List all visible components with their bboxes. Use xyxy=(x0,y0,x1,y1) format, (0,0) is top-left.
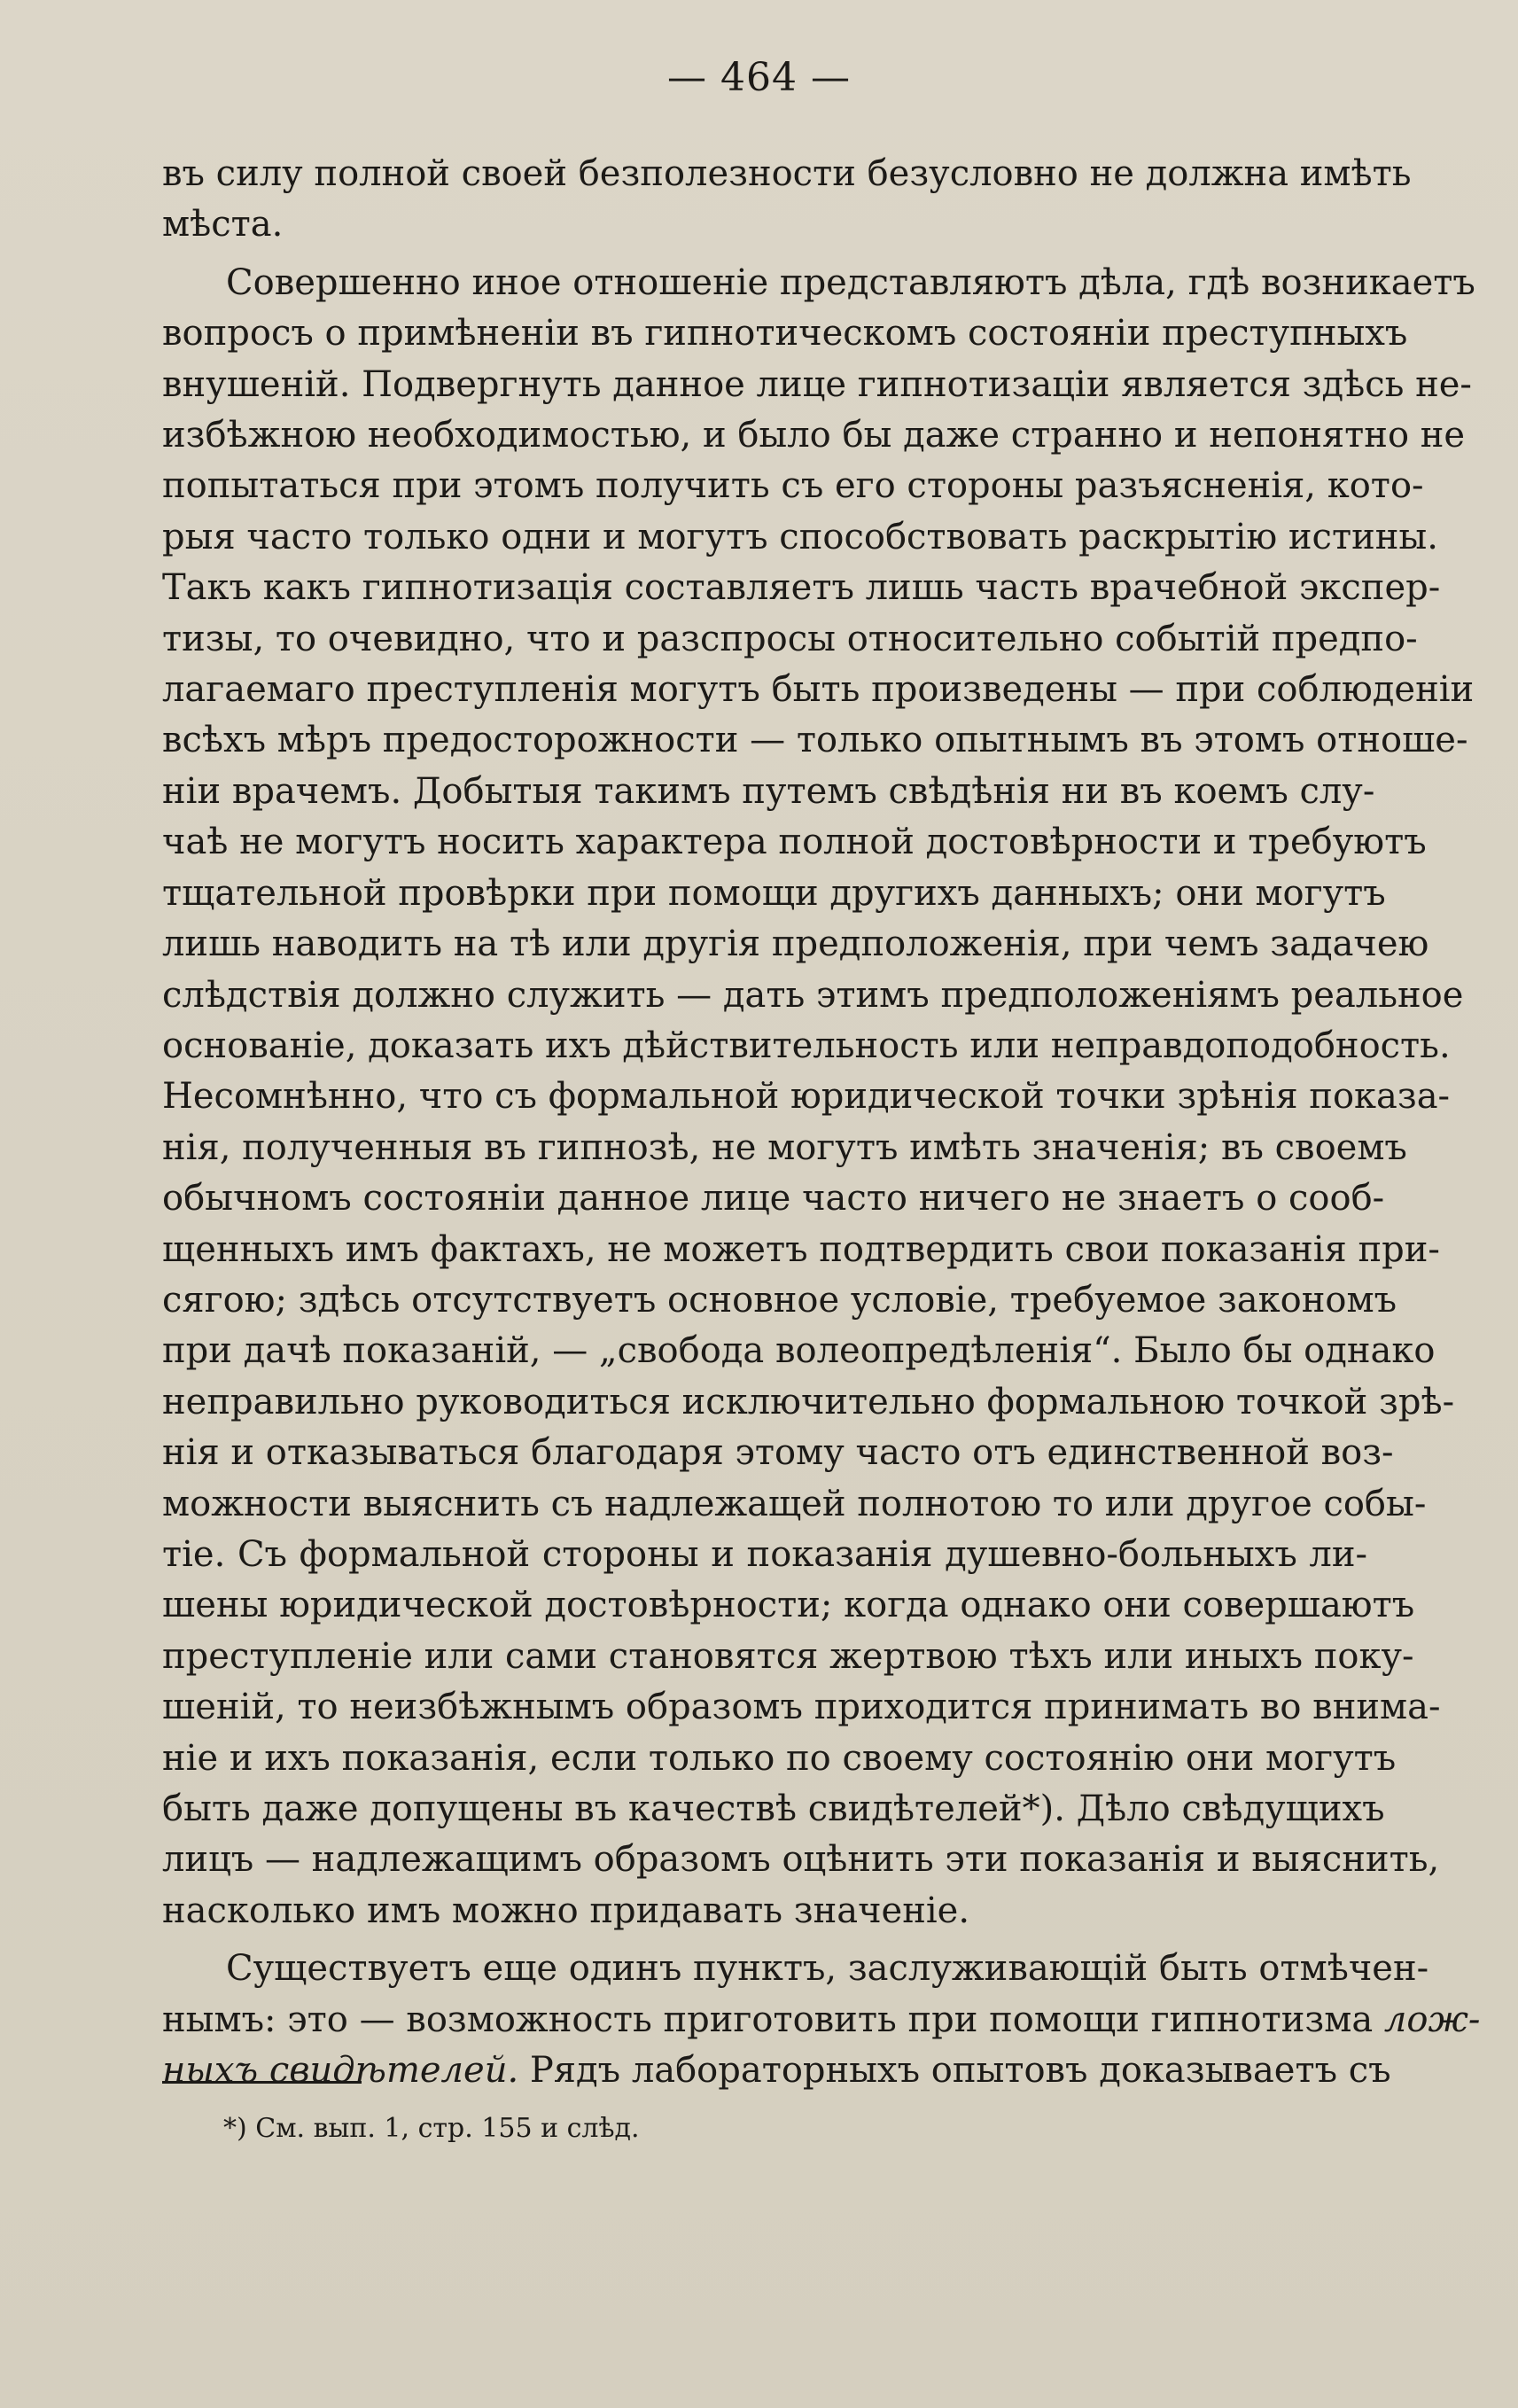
text-line: чаѣ не могутъ носить характера полной достовѣрности и требуютъ xyxy=(162,822,1427,863)
text-line: можности выяснить съ надлежащей полнотою то или другое собы- xyxy=(162,1483,1427,1524)
text-line: нія, полученныя въ гипнозѣ, не могутъ имѣть значенія; въ своемъ xyxy=(162,1126,1407,1168)
text-line: сягою; здѣсь отсутствуетъ основное условіе, требуемое закономъ xyxy=(162,1279,1397,1321)
text-line xyxy=(162,1995,1481,2046)
text-line: шеній, то неизбѣжнымъ образомъ приходится принимать во внима- xyxy=(162,1687,1441,1728)
text-line: ніи врачемъ. Добытыя такимъ путемъ свѣдѣнія ни въ коемъ слу- xyxy=(162,770,1375,812)
paragraph-2 xyxy=(162,258,1475,1937)
text-line xyxy=(162,2046,1391,2096)
text-line: слѣдствія должно служить — дать этимъ предположеніямъ реальное xyxy=(162,974,1464,1016)
page-number: — 464 — xyxy=(667,55,851,100)
text-line: внушеній. Подвергнуть данное лице гипнотизаціи является здѣсь не- xyxy=(162,363,1472,405)
text-line: быть даже допущены въ качествѣ свидѣтелей*). Дѣло свѣдущихъ xyxy=(162,1788,1385,1829)
paragraph-3 xyxy=(162,1944,1481,2096)
text-line: щенныхъ имъ фактахъ, не можетъ подтвердить свои показанія при- xyxy=(162,1228,1440,1270)
text-line: обычномъ состояніи данное лице часто ничего не знаетъ о сооб- xyxy=(162,1178,1385,1220)
italic-segment: ныхъ свидѣтелей. xyxy=(162,2050,519,2092)
text-line: тіе. Съ формальной стороны и показанія душевно-больныхъ ли- xyxy=(162,1533,1367,1575)
text-line: неправильно руководиться исключительно формальною точкой зрѣ- xyxy=(162,1381,1455,1422)
text-line: всѣхъ мѣръ предосторожности — только опытнымъ въ этомъ отноше- xyxy=(162,720,1468,761)
text-line: ніе и ихъ показанія, если только по своему состоянію они могутъ xyxy=(162,1737,1397,1779)
text-line: Существуетъ еще одинъ пунктъ, заслуживающій быть отмѣчен- xyxy=(226,1948,1429,1990)
text-line: мѣста. xyxy=(162,204,284,245)
text-line: тизы, то очевидно, что и разспросы относительно событій предпо- xyxy=(162,618,1418,659)
text-line: въ силу полной своей безполезности безусловно не должна имѣть xyxy=(162,153,1412,194)
italic-segment: лож- xyxy=(1383,1999,1481,2040)
footnote: *) См. вып. 1, стр. 155 и слѣд. xyxy=(223,2113,640,2144)
text-line: попытаться при этомъ получить съ его стороны разъясненія, кото- xyxy=(162,465,1424,507)
text-line: лицъ — надлежащимъ образомъ оцѣнить эти показанія и выяснить, xyxy=(162,1839,1440,1881)
text-line: шены юридической достовѣрности; когда однако они совершаютъ xyxy=(162,1585,1415,1626)
footnote-rule xyxy=(162,2081,362,2084)
text-line: Такъ какъ гипнотизація составляетъ лишь часть врачебной экспер- xyxy=(162,567,1441,609)
text-line: лагаемаго преступленія могутъ быть произведены — при соблюденіи xyxy=(162,669,1475,711)
text-line: вопросъ о примѣненіи въ гипнотическомъ состояніи преступныхъ xyxy=(162,313,1408,355)
text-line: преступленіе или сами становятся жертвою тѣхъ или иныхъ поку- xyxy=(162,1635,1414,1677)
text-line: рыя часто только одни и могутъ способствовать раскрытію истины. xyxy=(162,516,1438,557)
text-line: лишь наводить на тѣ или другія предположенія, при чемъ задачею xyxy=(162,923,1429,965)
text-line: Совершенно иное отношеніе представляютъ дѣла, гдѣ возникаетъ xyxy=(226,261,1475,303)
paragraph-1 xyxy=(162,149,1412,251)
text-line: при дачѣ показаній, — „свобода волеопредѣленія“. Было бы однако xyxy=(162,1330,1436,1372)
text-line: основаніе, доказать ихъ дѣйствительность или неправдоподобность. xyxy=(162,1025,1451,1066)
text-line: тщательной провѣрки при помощи другихъ данныхъ; они могутъ xyxy=(162,872,1386,914)
text-line: Несомнѣнно, что съ формальной юридической точки зрѣнія показа- xyxy=(162,1076,1451,1118)
text-segment: нымъ: это — возможность приготовить при помощи гипнотизма xyxy=(162,1999,1384,2040)
text-line: насколько имъ можно придавать значеніе. xyxy=(162,1890,970,1931)
text-segment: Рядъ лабораторныхъ опытовъ доказываетъ съ xyxy=(518,2050,1391,2092)
body-text xyxy=(162,149,1481,2096)
text-line: нія и отказываться благодаря этому часто отъ единственной воз- xyxy=(162,1432,1394,1474)
text-line: избѣжною необходимостью, и было бы даже странно и непонятно не xyxy=(162,415,1466,456)
